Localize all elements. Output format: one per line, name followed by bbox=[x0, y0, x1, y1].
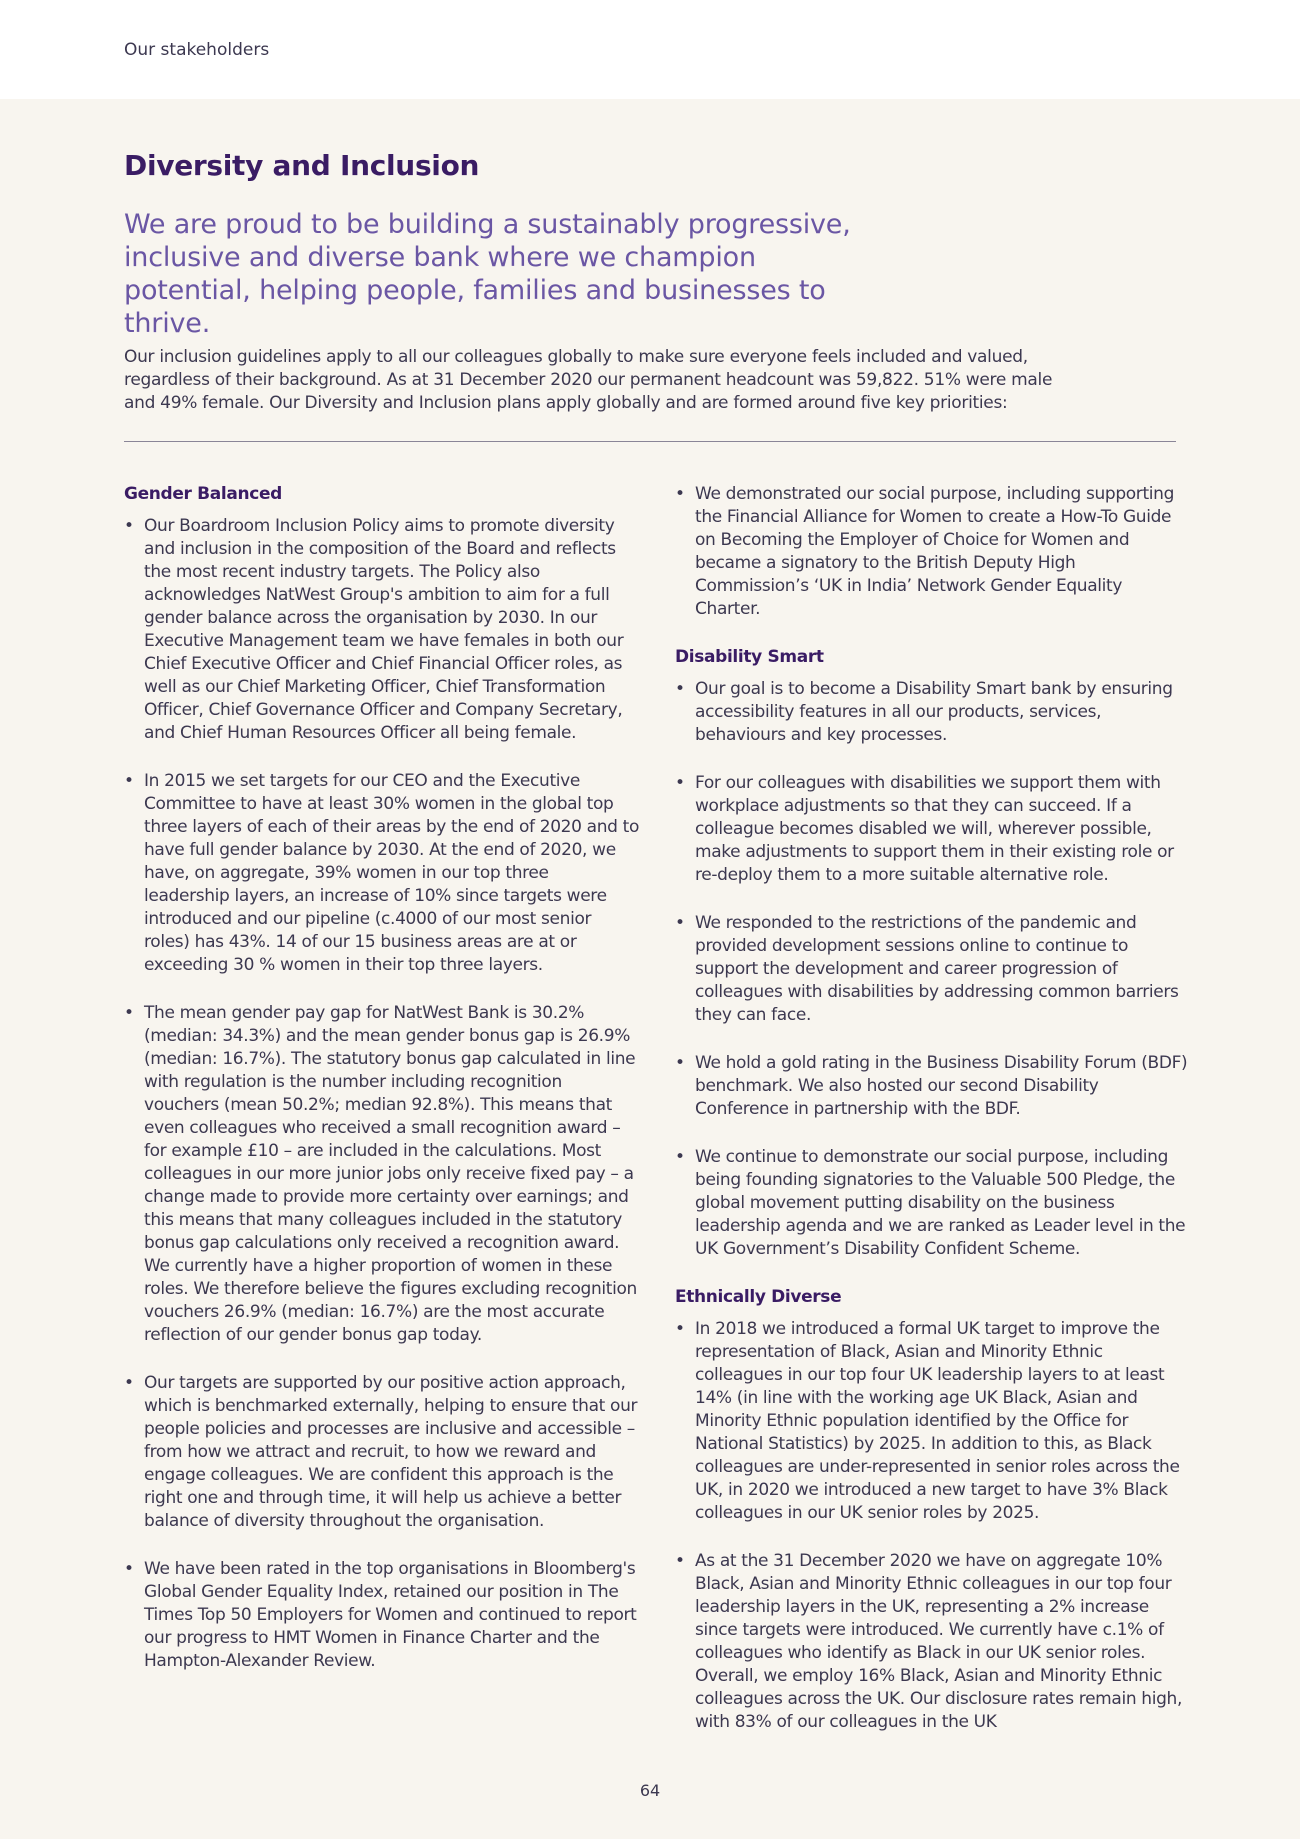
ethnicity-bullet: • As at the 31 December 2020 we have on aggregate 10% Black, Asian and Minority Ethnic colleagues in our top four leadership layers in the UK, representing a 2% increase since targets were introduced. We currently have c.1% of colleagues who identify as Black in our UK senior roles. Overall, we employ 16% Black, Asian and Minority Ethnic colleagues across the UK. Our disclosure rates remain high, with 83% of our colleagues in the UK bbox=[675, 1550, 1190, 1734]
page-number: 64 bbox=[639, 1781, 661, 1800]
disability-bullet: • We responded to the restrictions of the pandemic and provided development sessions online to continue to support the development and career progression of colleagues with disabilities by addressing common barriers they can face. bbox=[675, 912, 1190, 1027]
gender-bullet: • Our Boardroom Inclusion Policy aims to promote diversity and inclusion in the composition of the Board and reflects the most recent industry targets. The Policy also acknowledges NatWest Group's ambition to aim for a full gender balance across the organisation by 2030. In our Executive Management team we have females in both our Chief Executive Officer and Chief Financial Officer roles, as well as our Chief Marketing Officer, Chief Transformation Officer, Chief Governance Officer and Company Secretary, and Chief Human Resources Officer all being female. bbox=[124, 515, 639, 745]
left-column bbox=[124, 483, 639, 1698]
ethnically-diverse-heading: Ethnically Diverse bbox=[675, 1287, 842, 1307]
gender-bullet: • Our targets are supported by our positive action approach, which is benchmarked externally, helping to ensure that our people policies and processes are inclusive and accessible – from how we attract and recruit, to how we reward and engage colleagues. We are confident this approach is the right one and through time, it will help us achieve a better balance of diversity throughout the organisation. bbox=[124, 1372, 639, 1533]
gender-bullet: • In 2015 we set targets for our CEO and the Executive Committee to have at least 30% women in the global top three layers of each of their areas by the end of 2020 and to have full gender balance by 2030. At the end of 2020, we have, on aggregate, 39% women in our top three leadership layers, an increase of 10% since targets were introduced and our pipeline (c.4000 of our most senior roles) has 43%. 14 of our 15 business areas are at or exceeding 30 % women in their top three layers. bbox=[124, 770, 639, 977]
ethnicity-bullet: • In 2018 we introduced a formal UK target to improve the representation of Black, Asian and Minority Ethnic colleagues in our top four UK leadership layers to at least 14% (in line with the working age UK Black, Asian and Minority Ethnic population identified by the Office for National Statistics) by 2025. In addition to this, as Black colleagues are under-represented in senior roles across the UK, in 2020 we introduced a new target to have 3% Black colleagues in our UK senior roles by 2025. bbox=[675, 1318, 1190, 1525]
disability-bullet: • Our goal is to become a Disability Smart bank by ensuring accessibility features in all our products, services, behaviours and key processes. bbox=[675, 678, 1190, 747]
section-label: Our stakeholders bbox=[124, 40, 270, 60]
gender-bullet: • We have been rated in the top organisations in Bloomberg's Global Gender Equality Index, retained our position in The Times Top 50 Employers for Women and continued to report our progress to HMT Women in Finance Charter and the Hampton-Alexander Review. bbox=[124, 1558, 639, 1673]
disability-smart-heading: Disability Smart bbox=[675, 647, 824, 667]
gender-balanced-heading: Gender Balanced bbox=[124, 484, 282, 504]
intro-paragraph: Our inclusion guidelines apply to all our colleagues globally to make sure everyone feels included and valued, regardless of their background. As at 31 December 2020 our permanent headcount was 59,822. 51% were male and 49% female. Our Diversity and Inclusion plans apply globally and are formed around five key priorities: bbox=[124, 347, 1053, 413]
right-column bbox=[675, 483, 1190, 1759]
section-divider bbox=[124, 441, 1176, 442]
page-header bbox=[0, 0, 1300, 99]
disability-bullet: • We hold a gold rating in the Business Disability Forum (BDF) benchmark. We also hosted our second Disability Conference in partnership with the BDF. bbox=[675, 1052, 1190, 1121]
disability-bullet: • We continue to demonstrate our social purpose, including being founding signatories to the Valuable 500 Pledge, the global movement putting disability on the business leadership agenda and we are ranked as Leader level in the UK Government’s Disability Confident Scheme. bbox=[675, 1146, 1190, 1261]
gender-bullet: • The mean gender pay gap for NatWest Bank is 30.2% (median: 34.3%) and the mean gender bonus gap is 26.9% (median: 16.7%). The statutory bonus gap calculated in line with regulation is the number including recognition vouchers (mean 50.2%; median 92.8%). This means that even colleagues who received a small recognition award – for example £10 – are included in the calculations. Most colleagues in our more junior jobs only receive fixed pay – a change made to provide more certainty over earnings; and this means that many colleagues included in the statutory bonus gap calculations only received a recognition award. We currently have a higher proportion of women in these roles. We therefore believe the figures excluding recognition vouchers 26.9% (median: 16.7%) are the most accurate reflection of our gender bonus gap today. bbox=[124, 1002, 639, 1347]
page-subtitle: We are proud to be building a sustainably progressive, inclusive and diverse bank where we champion potential, helping people, families and businesses to thrive. bbox=[124, 209, 851, 339]
disability-bullet: • For our colleagues with disabilities we support them with workplace adjustments so that they can succeed. If a colleague becomes disabled we will, wherever possible, make adjustments to support them in their existing role or re-deploy them to a more suitable alternative role. bbox=[675, 772, 1190, 887]
gender-bullet-continued: • We demonstrated our social purpose, including supporting the Financial Alliance for Women to create a How-To Guide on Becoming the Employer of Choice for Women and became a signatory to the British Deputy High Commission’s ‘UK in India’ Network Gender Equality Charter. bbox=[675, 483, 1190, 621]
page-title: Diversity and Inclusion bbox=[124, 149, 480, 182]
